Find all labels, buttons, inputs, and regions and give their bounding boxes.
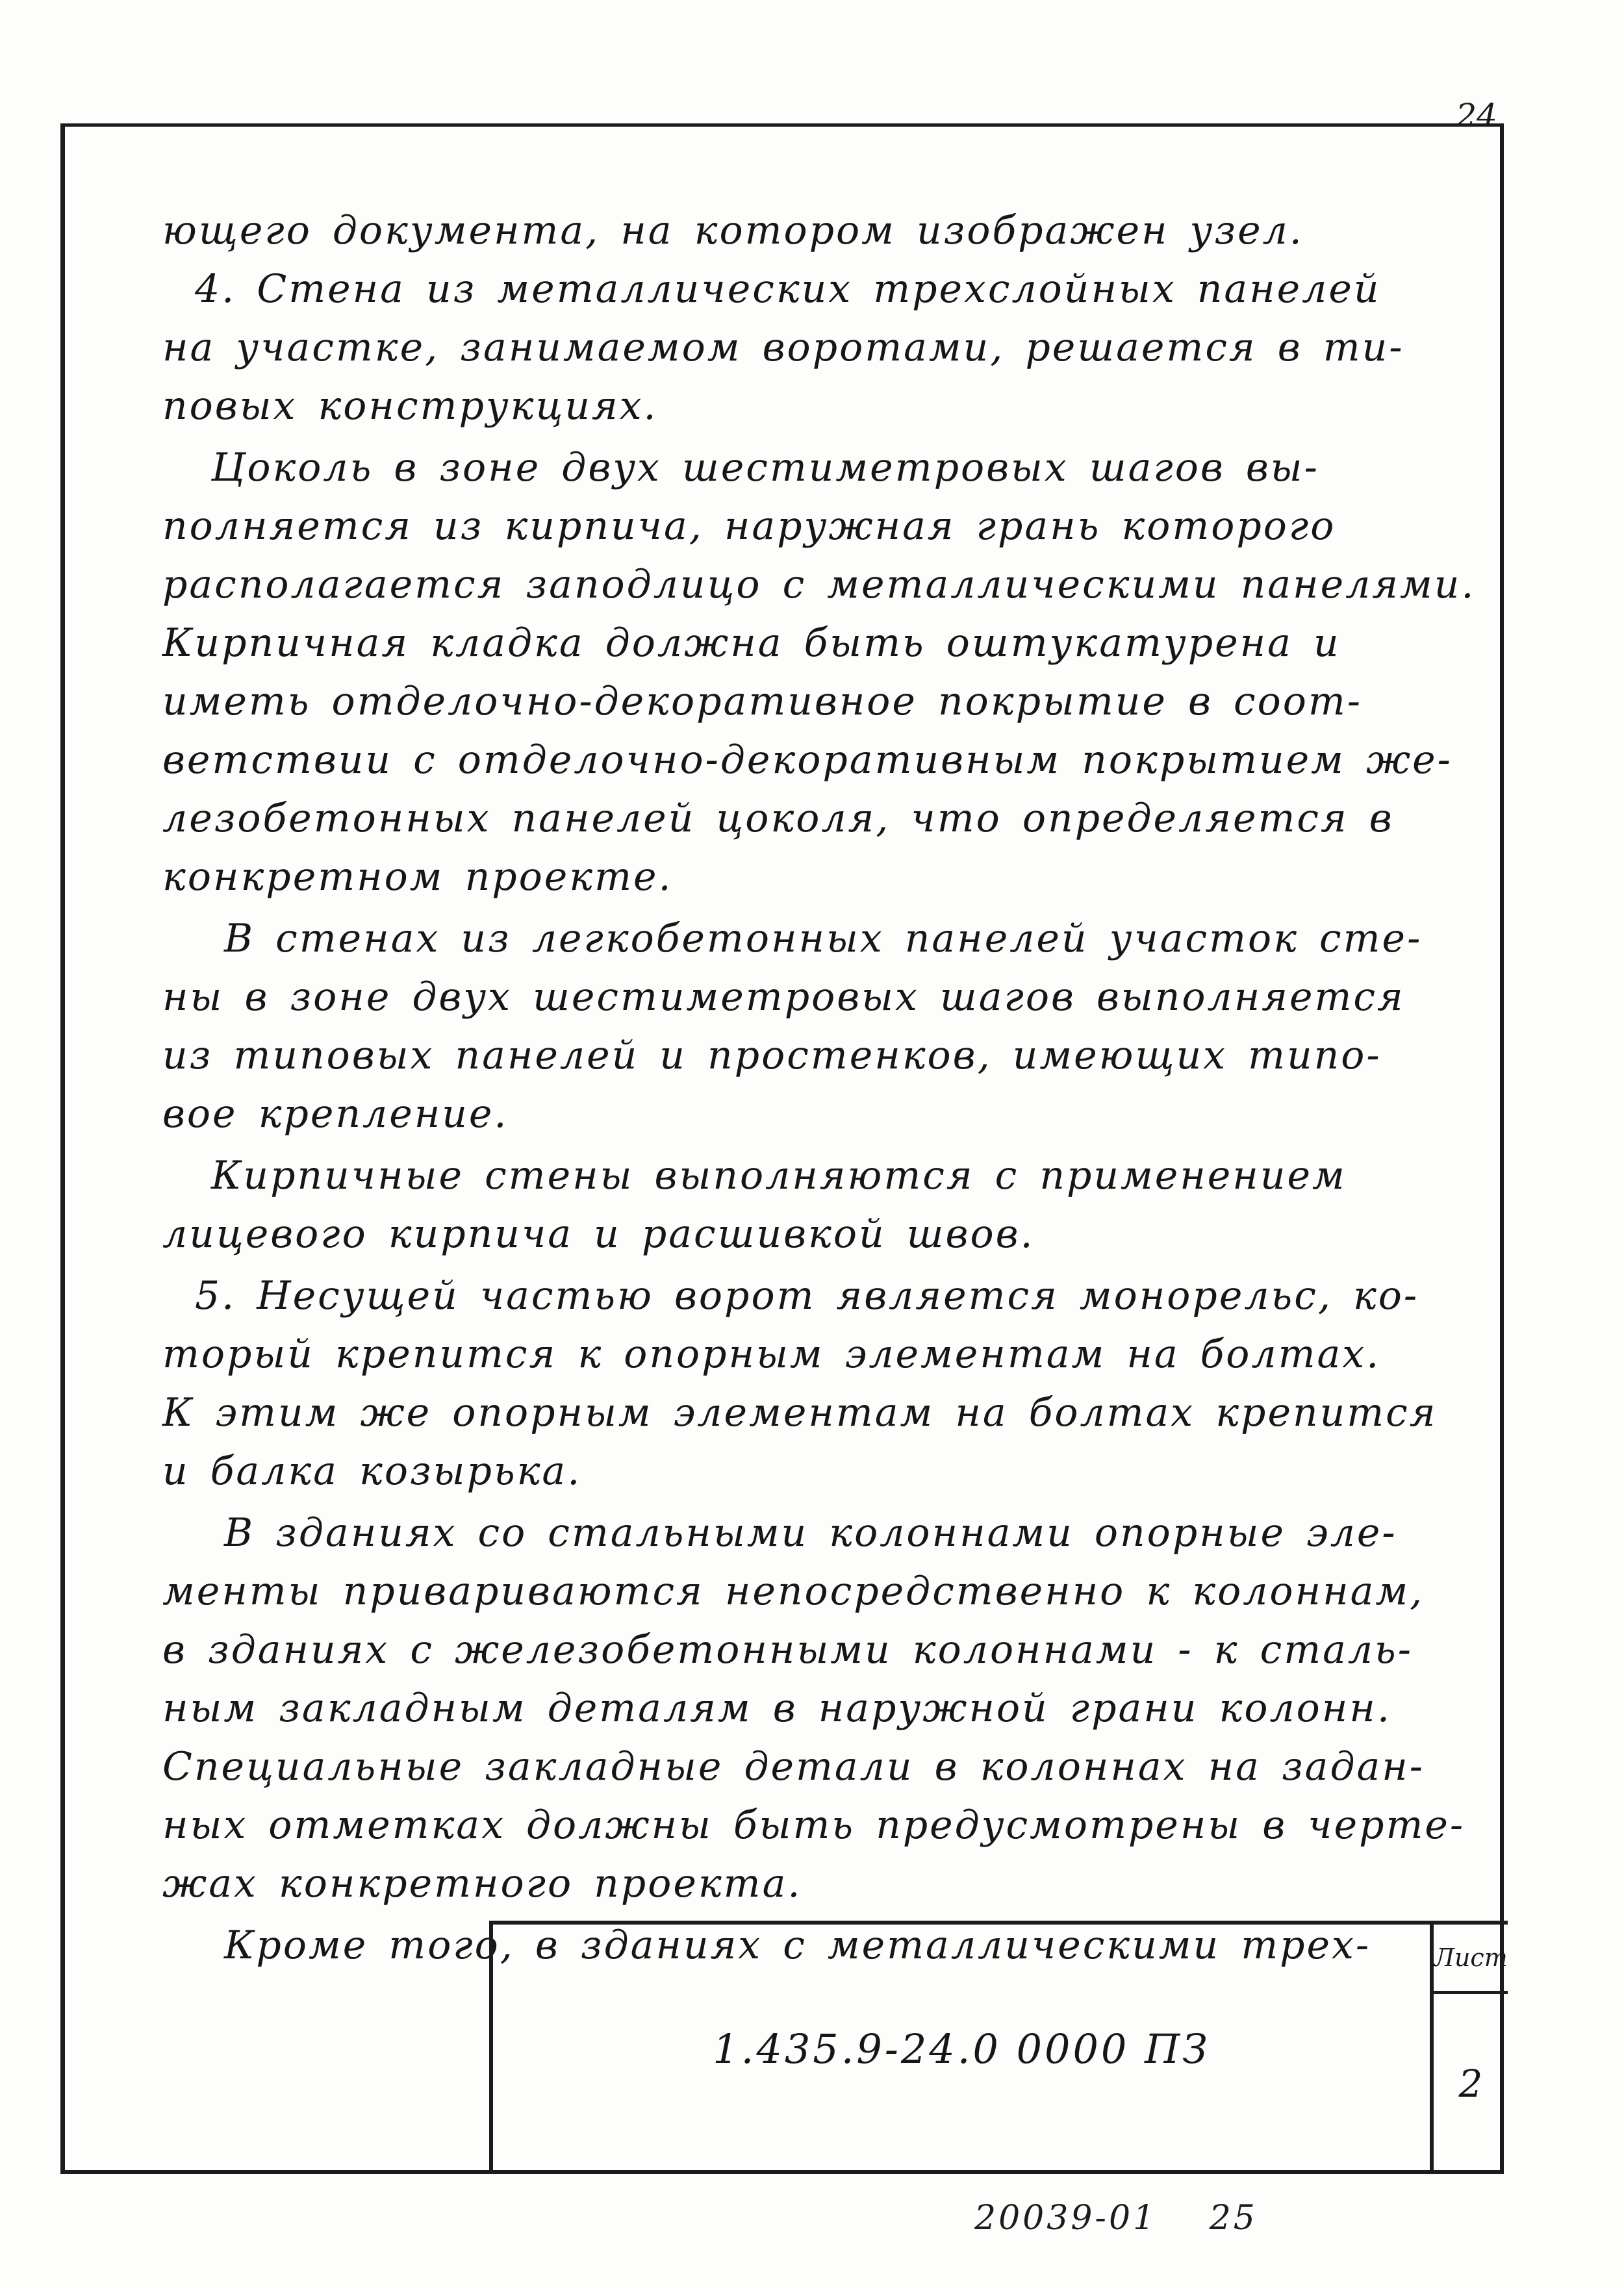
text-line-30: Кроме того, в зданиях с металлическими трех- <box>224 1923 1371 1968</box>
explanatory-note-text <box>143 205 1494 2004</box>
text-line-15: из типовых панелей и простенков, имеющих типо- <box>162 1033 1382 1078</box>
text-line-16: вое крепление. <box>162 1091 509 1137</box>
text-line-22: и балка козырька. <box>162 1448 582 1494</box>
text-line-6: полняется из кирпича, наружная грань которого <box>162 503 1336 549</box>
text-line-21: К этим же опорным элементам на болтах крепится <box>162 1390 1438 1435</box>
text-line-17: Кирпичные стены выполняются с применением <box>211 1153 1347 1198</box>
text-line-12: конкретном проекте. <box>162 854 673 900</box>
page-number: 24 <box>1456 97 1497 134</box>
text-line-14: ны в зоне двух шестиметровых шагов выполняется <box>162 974 1405 1020</box>
document-code: 1.435.9-24.0 0000 ПЗ <box>713 2025 1210 2073</box>
text-line-13: В стенах из легкобетонных панелей участок сте- <box>224 916 1423 961</box>
text-line-25: в зданиях с железобетонными колоннами - к сталь- <box>162 1627 1413 1673</box>
text-line-7: располагается заподлицо с металлическими панелями. <box>162 562 1476 607</box>
sheet-value: 2 <box>1458 2062 1483 2106</box>
text-line-2: 4. Стена из металлических трехслойных панелей <box>195 266 1381 312</box>
text-line-18: лицевого кирпича и расшивкой швов. <box>162 1211 1035 1257</box>
text-line-19: 5. Несущей частью ворот является монорельс, ко- <box>195 1273 1419 1319</box>
text-line-4: повых конструкциях. <box>162 383 658 429</box>
text-line-11: лезобетонных панелей цоколя, что определяется в <box>162 796 1394 841</box>
archive-number: 20039-01 25 <box>974 2199 1258 2238</box>
sheet-label: Лист <box>1434 1943 1508 1972</box>
text-line-3: на участке, занимаемом воротами, решается в ти- <box>162 325 1404 370</box>
sheet-label-box <box>1434 1925 1508 1994</box>
text-line-26: ным закладным деталям в наружной грани колонн. <box>162 1686 1391 1731</box>
text-line-10: ветствии с отделочно-декоративным покрытием же- <box>162 737 1453 783</box>
text-line-23: В зданиях со стальными колоннами опорные эле- <box>224 1510 1397 1556</box>
text-line-5: Цоколь в зоне двух шестиметровых шагов вы- <box>211 445 1319 490</box>
text-line-1: ющего документа, на котором изображен узел. <box>162 208 1304 253</box>
text-line-20: торый крепится к опорным элементам на болтах. <box>162 1332 1381 1377</box>
text-line-24: менты привариваются непосредственно к колоннам, <box>162 1569 1425 1614</box>
text-line-9: иметь отделочно-декоративное покрытие в соот- <box>162 679 1363 724</box>
text-line-27: Специальные закладные детали в колоннах на задан- <box>162 1744 1425 1789</box>
text-line-29: жах конкретного проекта. <box>162 1861 802 1906</box>
sheet-cell <box>1430 1925 1508 2174</box>
text-line-28: ных отметках должны быть предусмотрены в черте- <box>162 1802 1465 1848</box>
text-line-8: Кирпичная кладка должна быть оштукатурена и <box>162 620 1341 666</box>
title-block <box>489 1921 1508 2174</box>
